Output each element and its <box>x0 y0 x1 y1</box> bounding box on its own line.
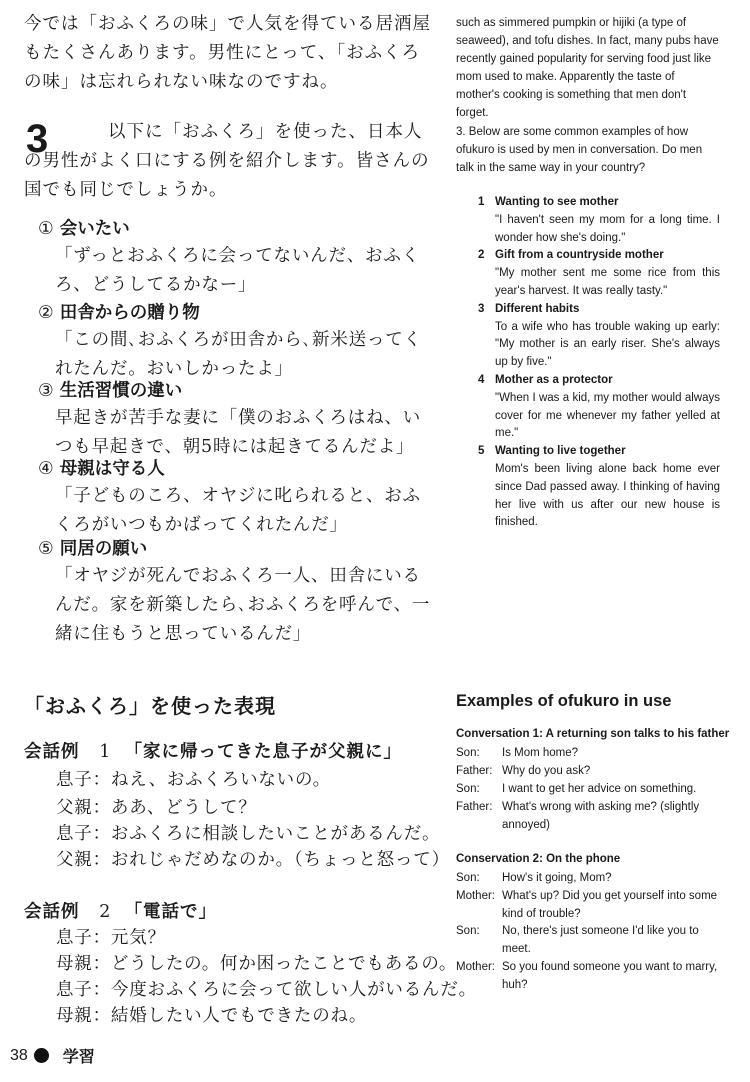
en-conversation-line <box>456 888 722 923</box>
line-text: How's it going, Mom? <box>502 872 612 884</box>
example-quote: Mom's been living alone back home ever since Dad passed away. I thinking of having her live with us after our new house is finished. <box>495 462 720 529</box>
line-text: What's wrong with asking me? (slightly annoyed) <box>502 801 700 831</box>
jp-example-1 <box>38 216 434 300</box>
example-title: Mother as a protector <box>495 373 613 386</box>
speaker: 父親 <box>56 850 93 870</box>
jp-example-2 <box>38 300 434 384</box>
speaker: Son: <box>456 783 480 795</box>
example-title: 会いたい <box>59 219 130 239</box>
speaker: 母親 <box>56 1006 93 1026</box>
conversation-setting: 「家に帰ってきた息子が父親に」 <box>124 742 402 762</box>
jp-conversation-line: 父親：おれじゃだめなのか。（ちょっと怒って） <box>56 850 450 870</box>
line-text: ねえ、おふくろいないの。 <box>110 770 331 790</box>
speaker: Father: <box>456 765 493 777</box>
jp-conversation-line: 息子：今度おふくろに会って欲しい人がいるんだ。 <box>56 980 477 1000</box>
example-number: ① <box>38 219 54 239</box>
en-conversation-line <box>456 923 722 958</box>
example-title: 生活習慣の違い <box>59 381 183 401</box>
example-quote: 「オヤジが死んでおふくろ一人、田舎にいるんだ。家を新築したら､おふくろを呼んで、一緒に住もうと思っているんだ」 <box>55 566 431 644</box>
speaker: Father: <box>456 801 493 813</box>
jp-question-3-text: 以下に「おふくろ」を使った、日本人の男性がよく口にする例を紹介します。皆さんの国でも同じでしょうか。 <box>24 122 430 200</box>
line-text: ああ、どうして？ <box>110 798 257 818</box>
jp-intro-paragraph: 今では「おふくろの味」で人気を得ている居酒屋もたくさんあります。男性にとって、「おふくろの味」は忘れられない味なのですね。 <box>24 14 431 92</box>
en-example-list <box>478 194 720 532</box>
jp-conversation-line: 息子：ねえ、おふくろいないの。 <box>56 770 331 790</box>
conversation-setting: 「電話で」 <box>124 902 217 922</box>
jp-example-4 <box>38 456 434 540</box>
jp-section-title: 「おふくろ」を使った表現 <box>24 694 276 718</box>
en-conversation-line <box>456 959 722 994</box>
speaker: 息子 <box>56 824 93 844</box>
conversation-number: 2 <box>99 902 112 922</box>
en-intro-paragraph: such as simmered pumpkin or hijiki (a type of seaweed), and tofu dishes. In fact, many pubs have recently gained popularity for serving food just like mom used to make. Apparently the taste of mother's cooking is something that men don't forget. <box>456 17 719 119</box>
line-text: Is Mom home? <box>502 747 579 759</box>
example-title: Gift from a countryside mother <box>495 249 664 262</box>
line-text: No, there's just someone I'd like you to meet. <box>502 925 699 955</box>
jp-conversation-2-heading <box>24 898 217 923</box>
en-example-1 <box>478 194 720 247</box>
en-question-3-text: 3. Below are some common examples of how ofukuro is used by men in conversation. Do men talk in the same way in your country? <box>456 126 703 174</box>
example-number: 4 <box>478 373 485 386</box>
en-conversation-line <box>456 781 722 799</box>
example-quote: "My mother sent me some rice from this year's harvest. It was really tasty." <box>495 267 720 297</box>
example-number: 5 <box>478 445 485 458</box>
jp-example-3 <box>38 378 434 462</box>
example-title: Different habits <box>495 302 580 315</box>
speaker: Son: <box>456 872 480 884</box>
line-text: おふくろに相談したいことがあるんだ。 <box>110 824 441 844</box>
example-quote: 「この間､おふくろが田舎から､新米送ってくれたんだ。おいしかったよ」 <box>55 330 422 379</box>
conversation-label: 会話例 <box>24 742 80 762</box>
speaker: Son: <box>456 747 480 759</box>
example-title: 田舎からの贈り物 <box>59 303 200 323</box>
en-conversation-line <box>456 870 722 888</box>
example-number: ⑤ <box>38 539 54 559</box>
example-number: ④ <box>38 459 54 479</box>
speaker: 息子 <box>56 770 93 790</box>
example-quote: 「ずっとおふくろに会ってないんだ、おふくろ、どうしてるかなー」 <box>55 246 420 295</box>
speaker: Son: <box>456 925 480 937</box>
example-title: Wanting to live together <box>495 445 626 458</box>
line-text: 結婚したい人でもできたのね。 <box>110 1006 368 1026</box>
en-conversation-line <box>456 763 722 781</box>
speaker: 母親 <box>56 954 93 974</box>
line-text: What's up? Did you get yourself into some kind of trouble? <box>502 890 718 920</box>
en-conversation-2-title: Conservation 2: On the phone <box>456 853 621 865</box>
example-quote: To a wife who has trouble waking up early: "My mother is an early riser. She's always up by five." <box>495 320 720 369</box>
en-example-4 <box>478 372 720 443</box>
en-example-3 <box>478 301 720 372</box>
page-footer <box>10 1044 95 1067</box>
conversation-label: 会話例 <box>24 902 80 922</box>
jp-conversation-line: 母親：どうしたの。何か困ったことでもあるの。 <box>56 954 458 974</box>
jp-conversation-line: 息子：おふくろに相談したいことがあるんだ。 <box>56 824 441 844</box>
example-quote: 「子どものころ、オヤジに叱られると、おふくろがいつもかばってくれたんだ」 <box>55 486 421 535</box>
example-quote: "When I was a kid, my mother would always cover for me whenever my father yelled at me." <box>495 391 720 440</box>
footer-label: 学習 <box>62 1047 95 1066</box>
jp-conversation-line: 母親：結婚したい人でもできたのね。 <box>56 1006 368 1026</box>
line-text: 今度おふくろに会って欲しい人がいるんだ。 <box>110 980 477 1000</box>
line-text: おれじゃだめなのか。（ちょっと怒って） <box>110 850 450 870</box>
line-text: Why do you ask? <box>502 765 591 777</box>
example-title: Wanting to see mother <box>495 196 619 208</box>
line-text: I want to get her advice on something. <box>502 783 697 795</box>
speaker: 父親 <box>56 798 93 818</box>
speaker: 息子 <box>56 980 93 1000</box>
example-quote: "I haven't seen my mom for a long time. I wonder how she's doing." <box>495 213 720 244</box>
example-number: ② <box>38 303 54 323</box>
jp-conversation-1-heading <box>24 738 402 763</box>
speaker: Mother: <box>456 961 495 973</box>
example-quote: 早起きが苦手な妻に「僕のおふくろはね、いつも早起きで、朝5時には起きてるんだよ」 <box>55 408 421 457</box>
example-number: 2 <box>478 249 485 262</box>
jp-conversation-line: 息子：元気？ <box>56 928 166 948</box>
jp-conversation-line: 父親：ああ、どうして？ <box>56 798 257 818</box>
example-number: 1 <box>478 196 485 208</box>
en-example-5 <box>478 443 720 532</box>
question-3-number: 3 <box>26 117 49 161</box>
example-number: ③ <box>38 381 54 401</box>
en-conversation-1-title: Conversation 1: A returning son talks to his father <box>456 728 730 740</box>
en-conversation-line <box>456 745 722 763</box>
line-text: 元気？ <box>110 928 166 948</box>
speaker: 息子 <box>56 928 93 948</box>
line-text: どうしたの。何か困ったことでもあるの。 <box>110 954 458 974</box>
line-text: So you found someone you want to marry, huh? <box>502 961 718 991</box>
conversation-number: 1 <box>99 742 112 762</box>
page-number: 38 <box>10 1046 28 1064</box>
en-section-title: Examples of ofukuro in use <box>456 692 672 710</box>
en-conversation-line <box>456 799 722 834</box>
example-number: 3 <box>478 302 485 315</box>
speaker: Mother: <box>456 890 495 902</box>
example-title: 同居の願い <box>59 539 148 559</box>
jp-example-5 <box>38 536 434 649</box>
en-example-2 <box>478 247 720 300</box>
bullet-dot-icon <box>34 1048 49 1063</box>
example-title: 母親は守る人 <box>59 459 165 479</box>
